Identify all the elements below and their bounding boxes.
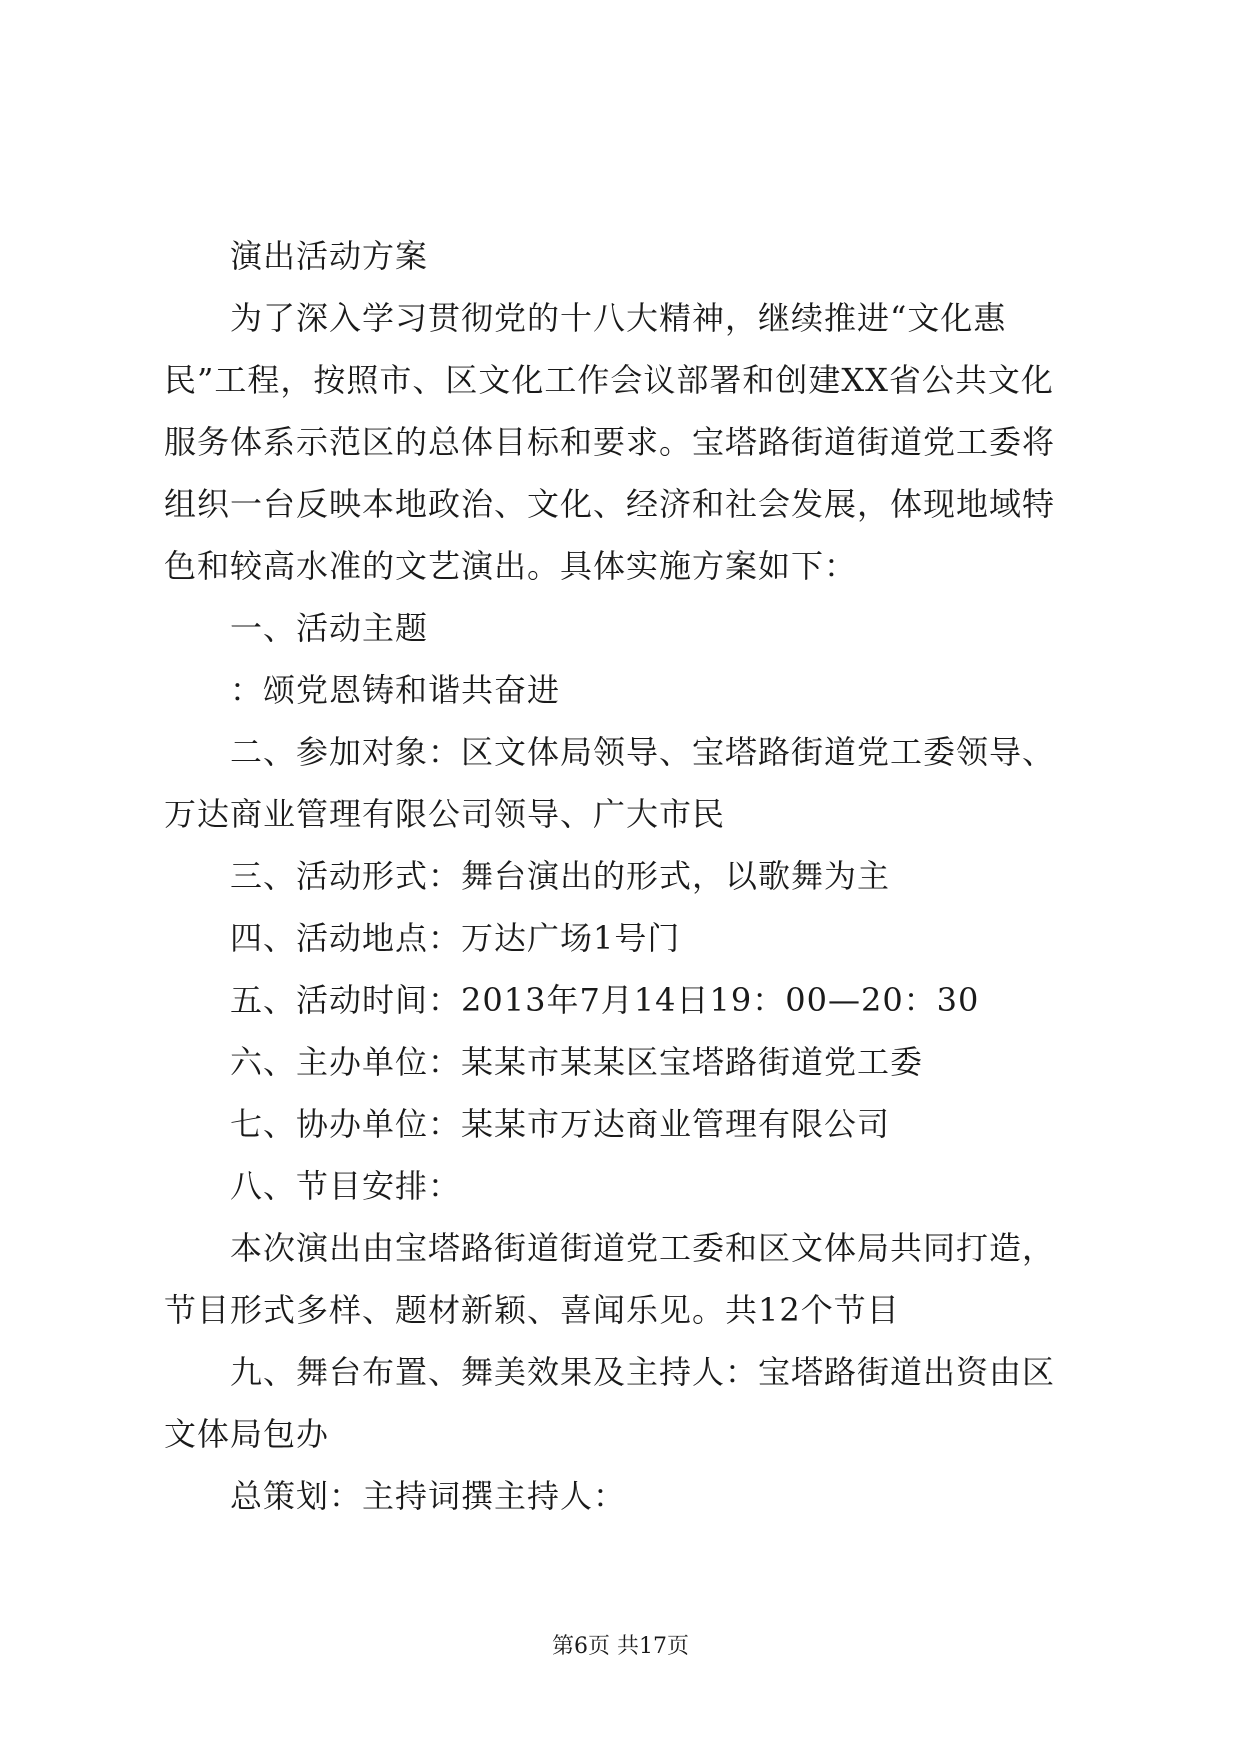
paragraph-time: 五、活动时间：2013年7月14日19：00—20：30 — [230, 981, 980, 1019]
page-number-footer: 第6页 共17页 — [552, 1634, 689, 1659]
paragraph-theme: ：颂党恩铸和谐共奋进 — [230, 671, 561, 709]
paragraph-organizer: 六、主办单位：某某市某某区宝塔路街道党工委 — [230, 1043, 924, 1081]
document-body — [164, 225, 1084, 1527]
document-title: 演出活动方案 — [230, 237, 429, 275]
paragraph-format: 三、活动形式：舞台演出的形式，以歌舞为主 — [230, 857, 891, 895]
paragraph-planning: 总策划：主持词撰主持人： — [230, 1477, 627, 1515]
paragraph-intro: 为了深入学习贯彻党的十八大精神，继续推进“文化惠民”工程，按照市、区文化工作会议部署和创建XX省公共文化服务体系示范区的总体目标和要求。宝塔路街道街道党工委将组织一台反映本地政治、文化、经济和社会发展，体现地域特色和较高水准的文艺演出。具体实施方案如下： — [164, 299, 1056, 585]
paragraph-program: 本次演出由宝塔路街道街道党工委和区文体局共同打造，节目形式多样、题材新颖、喜闻乐见。共12个节目 — [164, 1229, 1056, 1329]
paragraph-theme-heading: 一、活动主题 — [230, 609, 429, 647]
paragraph-participants: 二、参加对象：区文体局领导、宝塔路街道党工委领导、万达商业管理有限公司领导、广大市民 — [164, 733, 1056, 833]
paragraph-co-organizer: 七、协办单位：某某市万达商业管理有限公司 — [230, 1105, 891, 1143]
paragraph-stage: 九、舞台布置、舞美效果及主持人：宝塔路街道出资由区文体局包办 — [164, 1353, 1056, 1453]
paragraph-location: 四、活动地点：万达广场1号门 — [230, 919, 681, 957]
paragraph-program-heading: 八、节目安排： — [230, 1167, 462, 1205]
